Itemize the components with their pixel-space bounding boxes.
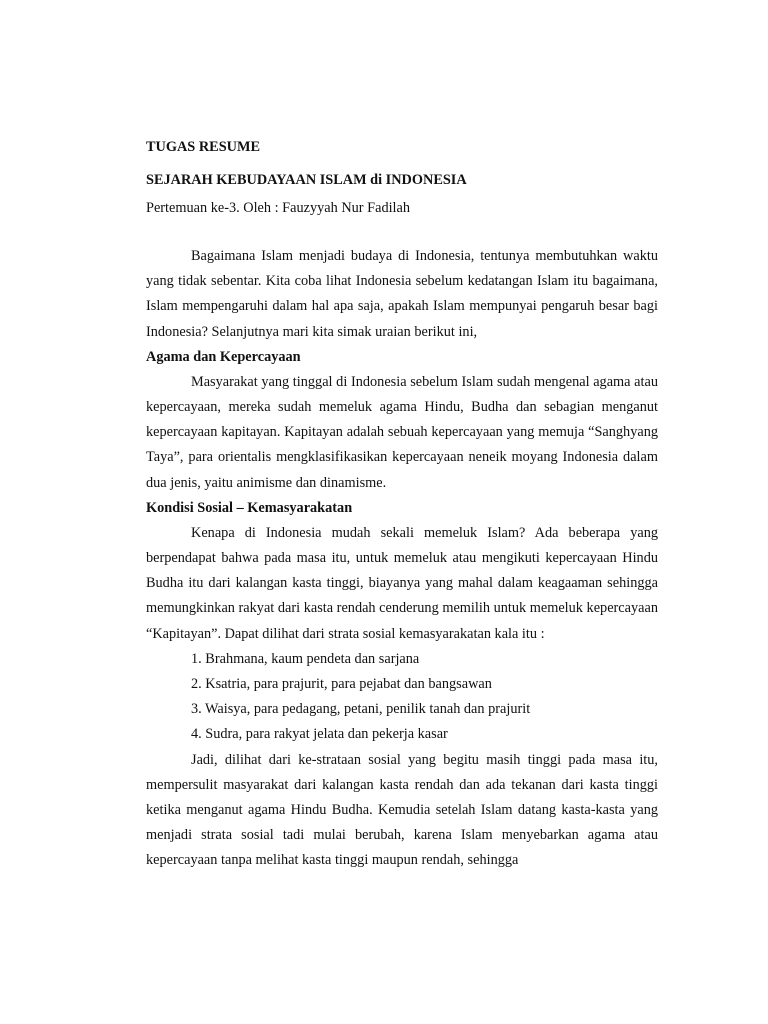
document-title: TUGAS RESUME	[146, 139, 260, 155]
list-item: 1. Brahmana, kaum pendeta dan sarjana	[191, 650, 420, 667]
document-body	[146, 137, 658, 874]
caste-list	[146, 647, 658, 748]
section-heading-agama: Agama dan Kepercayaan	[146, 348, 301, 365]
intro-paragraph: Bagaimana Islam menjadi budaya di Indonesia, tentunya membutuhkan waktu yang tidak sebentar. Kita coba lihat Indonesia sebelum kedatangan Islam itu bagaimana, Islam mempengaruhi dalam hal apa saja, apakah Islam mempunyai pengaruh besar bagi Indonesia? Selanjutnya mari kita simak uraian berikut ini,	[146, 248, 658, 340]
list-item: 3. Waisya, para pedagang, petani, penilik tanah dan prajurit	[191, 701, 531, 718]
list-item: 2. Ksatria, para prajurit, para pejabat dan bangsawan	[191, 676, 492, 693]
document-subtitle: SEJARAH KEBUDAYAAN ISLAM di INDONESIA	[146, 172, 467, 188]
section-heading-kondisi-sosial: Kondisi Sosial – Kemasyarakatan	[146, 499, 353, 516]
closing-paragraph: Jadi, dilihat dari ke-strataan sosial yang begitu masih tinggi pada masa itu, mempersulit masyarakat dari kalangan kasta rendah dan ada tekanan dari kasta tinggi ketika menganut agama Hindu Budha. Kemudia setelah Islam datang kasta-kasta yang menjadi strata sosial tadi mulai berubah, karena Islam menyebarkan agama atau kepercayaan tanpa melihat kasta tinggi maupun rendah, sehingga	[146, 751, 658, 869]
list-item: 4. Sudra, para rakyat jelata dan pekerja kasar	[191, 726, 448, 743]
section-paragraph-agama: Masyarakat yang tinggal di Indonesia sebelum Islam sudah mengenal agama atau kepercayaan, mereka sudah memeluk agama Hindu, Budha dan sebagian menganut kepercayaan kapitayan. Kapitayan adalah sebuah kepercayaan yang memuja “Sanghyang Taya”, para orientalis mengklasifikasikan kepercayaan neneik moyang Indonesia dalam dua jenis, yaitu animisme dan dinamisme.	[146, 373, 658, 491]
document-meta: Pertemuan ke-3. Oleh : Fauzyyah Nur Fadilah	[146, 200, 411, 216]
section-paragraph-kondisi-sosial: Kenapa di Indonesia mudah sekali memeluk Islam? Ada beberapa yang berpendapat bahwa pada masa itu, untuk memeluk atau mengikuti kepercayaan Hindu Budha itu dari kalangan kasta tinggi, biayanya yang mahal dalam keagaaman sehingga memungkinkan rakyat dari kasta rendah cenderung memilih untuk memeluk kepercayaan “Kapitayan”. Dapat dilihat dari strata sosial kemasyarakatan kala itu :	[146, 524, 658, 642]
